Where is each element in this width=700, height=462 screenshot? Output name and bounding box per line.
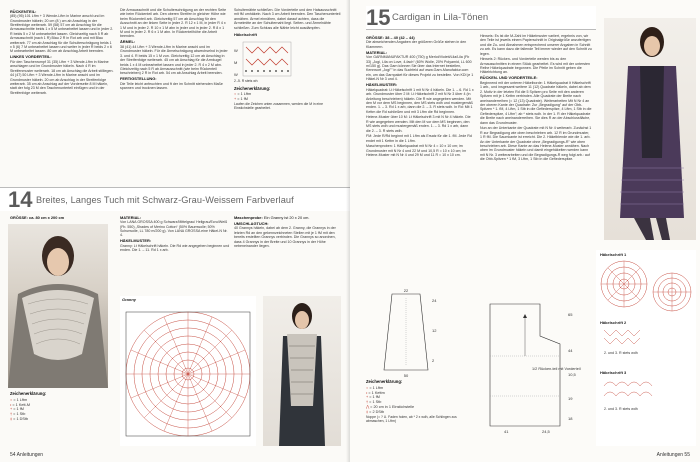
legend-left-top xyxy=(234,87,342,111)
heading-aermel: ÄRMEL: xyxy=(120,39,136,45)
heading-material: MATERIAL: xyxy=(120,214,142,220)
folio-left: 54 Anleitungen xyxy=(10,452,44,458)
groesse-block xyxy=(10,214,110,224)
shawl-model-illustration xyxy=(8,224,108,388)
schema-note: 1/2 Rücken-teil mit Vorderteil xyxy=(532,367,581,371)
heading-haekelmuster: HÄKELMUSTER: xyxy=(120,238,152,244)
photo-cardigan-model xyxy=(604,18,696,240)
chart-note: 2.-5. R stets wh xyxy=(234,79,258,84)
section-title: Breites, Langes Tuch mit Schwarz-Grau-Weissem Farbverlauf xyxy=(36,194,294,205)
schema-num: 22 xyxy=(403,288,409,293)
left-col-1 xyxy=(10,8,114,186)
left-col-2 xyxy=(120,8,228,186)
text-umschlagtuch: 40 Grannys häkeln, dabei ab dem 2. Granny, die Grannys in der letzten Rd an den gekennzeichneten Stellen mit je 1 fM mit den bereits erstellten Grannys verbinden. Die Grannys so anordnen, dass 4 Grannys in der Breite und 10 Grannys in der Höhe nebeneinander liegen. xyxy=(234,226,336,248)
scarf-model-illustration xyxy=(263,296,341,446)
schema-num: 12 xyxy=(432,328,437,333)
right-page xyxy=(350,0,700,462)
heading-maschenprobe: Maschenprobe: Ein Granny ist 20 x 20 cm. xyxy=(234,214,310,220)
schema-num: 2 xyxy=(432,358,435,363)
legend-item: ○ = 1 Lftm xyxy=(234,92,252,97)
schema-num: 24,5 xyxy=(542,429,550,434)
photo-shawl-model xyxy=(8,224,108,388)
stitch-charts-15 xyxy=(596,250,696,446)
section-number: 14 xyxy=(8,186,33,212)
heading-ruecken-vorderteile: RÜCKEN- UND VORDERTEILE: xyxy=(480,75,538,81)
photo-scarf-model xyxy=(263,296,341,446)
text-linkes-vorderteil: Für den Taschenrumpf 31 (35) Lftm + 3 Wende-Lftm in Marine anschlagen und im Grundmuster häkeln. Nach 4 R im Streifenmuster weiterarb. 18 cm ab Anschlag die Arbeit stilllegen. 44 (47) 50 Lftm + 3 Wende-Lftm in Marine anschl und im Grundmuster häkeln. 20 cm ab Anschlag in der Streifenfolge weiterarb. 35 cm ab Anschlag auf der Vorderseite 8 M häkeln, statt der folg 23 M den Taschenunterteil einfügen und in der Streifenfolge weiterarb. xyxy=(10,60,114,95)
legend-left-bottom xyxy=(10,392,110,422)
schema-num: 10,5 xyxy=(568,372,576,377)
chart3-note: 2. und 3. R stets wdh xyxy=(604,407,638,411)
text-material: Von LANA GROSSA 400 g Schwarz/Mittelgrau/ Hellgrau/Ecru/Weiß (Fb. 550) „Shades of Merino Cotton“ (50% Baumwolle; 50% Schurwolle, LL 780 m/200 g). Von LANA GROSSA eine Häkel-N Nr. 4. xyxy=(120,220,228,238)
text-hinweis-1: Hinweis: Es ist die M-Zahl im Häkelmuster variiert, ergebnis von, wir den Teile ist jeweils einem Papierschnitt in Originalgröße anzufertigen und die Zu- und Abnahmen entsprechend unserer Angaben in Schnitt zu arb. Es kann dazu die fallende Teil immer wieder auf den Schnitt zu legen. xyxy=(480,34,592,56)
heading-haekelmuster-15: HÄKELMUSTER: xyxy=(366,82,398,88)
text-fertigstellung: Die Teile leicht anfeuchten und ft der im Schnitt stehenden Maße spannen und trocknen lassen. xyxy=(120,82,223,91)
text-haekelmuster-15: Häkelquadrat: Lt Häkelschrift 1 mit N Nr 4 häkeln. Die 1. – 6. Rd 1 x arb. Grundmuster über 2 M: Lt Häkelschrift 2 mit N Nr 3 über 4 (in Anleitung beschrieben) häkeln. Die R wie angegeben wenden. Mit den M vor dem MS beginnen, den MS stets wdh und mustergemäß enden. 1. – 3. Rd 1 x arb, dann die 2. – 3. R stets wdh. In Rd: Mit 1 Kettm die Rd schließen und mit 3 Lftm die Rd beginnen. xyxy=(366,87,474,114)
text-aermel: 38 (41) 44 Lftm + 3 Wende-Lftm in Marine anschl und im Grundmuster häkeln. Für die Ärmelschrägung abwechselnd in jeder 3. und 4. R beids 15 x 1 M zun. Gleichzeitig 12 cm ab Anschlag in der Streifenfolge weiterarb. 45 cm ab Anschlag für die Armkugel beids 1 x 4 M unbearbeitet lassen und in jeder 2. R 4 x 2 M abn. Gleichzeitig nach 5 R ab Armausschnitt (wie beim Rückenteil beschrieben) 2 R in Rot arb. 54 cm ab Anschlag Arbeit beenden. xyxy=(120,45,228,76)
text-armausschnitt: Die Armausschnitt und die Schulterschrägung an der rechten Seite wie beim Rückenteil arb. Den oberen Streifen in gleicher Höhe wie beim Rückenteil arb. Gleichzeitig 57 cm ab Anschlag für den Ausschnitt an der linken Seite in jeder 2. R 12 x 1 M, in jeder R 4 x 1 M und in jeder 2. R 10 x 1 M abn in jeder und in jeder 2. R 8 x 1 M und in jeder 2. R 6 x 1 M abn. In Rückenteilhöhe die Arbeit beenden. xyxy=(120,8,227,39)
schema-num: 18 xyxy=(568,416,573,421)
section-title: Cardigan in Lila-Tönen xyxy=(392,12,489,23)
section-banner-14 xyxy=(0,187,350,211)
legend-title: Zeichenerklärung: xyxy=(366,379,403,384)
chart-title-haekelschrift: Häkelschrift xyxy=(234,32,257,38)
heading-material-15: MATERIAL: xyxy=(366,49,388,55)
cardigan-model-illustration xyxy=(604,18,696,240)
legend-title: Zeichenerklärung: xyxy=(234,85,271,91)
schema-sleeve xyxy=(366,288,446,378)
legend-item: • = 1 Kett-M xyxy=(10,402,31,407)
chart1-label: Häkelschrift 1 xyxy=(600,252,627,257)
stitch-charts-15-svg xyxy=(596,250,696,446)
schema-num: 50 xyxy=(403,373,409,378)
right-col-1 xyxy=(366,34,474,284)
text-unterkante: Nun an der Unterkante der Quadrate mit N Nr 4 weiterarb. Zunächst 1 R zur Begradigung wie oben beschrieben arb. 12 R im Grundmuster, 1 R fM. Die Saumkante ist erreicht. Die 2. Häkelblende wie die 1. arb. An der Unterkante der Quadrate ohne „Begradigungs-R" wie oben beschrieben arb. Diese Kante an das Helene-Muster annähen. Nach oben im Grundmuster häkeln und damit eingehäkelten werden kann mit N Nr. 3 weiterarbeiten und die Begradigungs-R weg folgt arb.: auf die Obb-Spitzen * 1 fM, 3 Lftm, 1 Stb in die Gefiederspitze. xyxy=(480,126,592,162)
schema-sleeve-svg xyxy=(366,288,446,378)
heading-linkes-vorderteil: LINKES VORDERTEIL: xyxy=(10,54,52,60)
text-ruecken-vorderteile: Beginnend mit der unteren Häkelborde: 1 Häkelquadrat lt Häkelschrift 1 arb., und insgesamt weitere 11 (12) Quadrate häkeln, dabei ab dem 2. Motiv in der letzten Rd die 5 Spitzen pro Seite mit den anderen Spitzen mit je 1 Kettm verbinden. Alle Quadrate der Breite nach aneinanderreihen (= 12 (13) Quadrate). Weiterarbeiten Mit N Nr 4 an der oberen Kante der Quadrate: Zur „Begradigung" auf der Obb-Spitzen * 1. fM, 4 Lftm, 1 Stb in die Gefiederspitze, 4 Lftm, 1 Stb in die Gefiederspitze, 4 Lftm"; ab * stets wdh. In der 1. R der Häkelquadrate die Breite nach aneinanderreihen. Sie dies R an der Abschlussfläche, dann das Grundmuster. xyxy=(480,81,592,125)
legend-item: + = 1 fM xyxy=(10,407,24,412)
legend-title: Zeichenerklärung: xyxy=(10,391,47,396)
legend-item: ‡ = 2 DStb xyxy=(366,409,385,414)
heading-groesse-15: GRÖSSE: 38 – 40 (42 – 44) xyxy=(366,34,415,40)
section-number: 15 xyxy=(366,4,391,30)
chart2-label: Häkelschrift 2 xyxy=(600,320,627,325)
legend-item: ○ = 1 Lftm xyxy=(366,385,384,390)
legend-item: ○ = 1 Lftm xyxy=(10,397,28,402)
schema-body xyxy=(480,296,592,436)
text-haekelmuster: Granny: Lt Häkelschrift häkeln. Die Rd wie angegeben beginnen und enden. Die 1. – 11. Rd 1 x arb. xyxy=(120,244,230,253)
legend-note: Noppe (= ? U. Faden holen, ab * 2 x wdh, alle Schlingen zus abmaschen, 1 Lftm) xyxy=(366,414,457,423)
schema-num: 65 xyxy=(568,312,573,317)
legend-item: • = 1 Kettm xyxy=(366,390,385,395)
heading-rueckenteil: RÜCKENTEIL: xyxy=(10,8,37,14)
left-col-3 xyxy=(234,8,342,186)
heading-groesse: GRÖSSE: ca. 80 cm x 200 cm xyxy=(10,214,65,220)
text-maschenproben: Maschenproben: 1 Häkelquadrat mit N Nr 4 = 10 x 10 cm; im Grundmuster mit N Nr 4 und 22 M und 10,5 R = 10 x 10 cm; im Helene-Muster mit N Nr 4 und 29 M und 11 R = 10 x 10 cm. xyxy=(366,144,467,158)
granny-chart-svg xyxy=(120,296,256,446)
schema-num: 19 xyxy=(568,396,573,401)
heading-umschlagtuch: UMSCHLAGTUCH: xyxy=(234,220,269,226)
legend-note: Laufen die Zeichen unten zusammen, werden die M in eine Einstichstelle gearbeitet. xyxy=(234,102,323,111)
section-banner-15 xyxy=(366,6,596,30)
text-schulternaehte: Schulternähte schließen. Die Vorderteile und den Halsausschnitt mit fM umhäkeln. Nach 3 cm Arbeit beenden. Den Taschenunterteil annähen. Ärmel einnähen, dabei darauf achten, dass die Ärmelmitte an der Schulternaht liegt. Seiten- und Ärmelnähte schließen. Zum Schluss alle Nähte leicht ausdämpfen. xyxy=(234,8,341,30)
right-col-2 xyxy=(480,34,592,292)
schema-num: 44 xyxy=(568,348,573,353)
schema-num: 41 xyxy=(504,429,509,434)
material-block xyxy=(120,214,230,294)
granny-chart xyxy=(120,296,256,446)
legend-right xyxy=(366,380,474,423)
stitch-chart-svg xyxy=(234,39,304,79)
chart3-label: Häkelschrift 3 xyxy=(600,370,627,375)
text-helene-muster: Helene-Muster über 10 M: Lt Häkelschrift 3 mit N Nr 4 häkeln. Die R wie angegeben wenden. Mit den M vor dem MS beginnen, den MS stets wdh und mustergemäß enden. 1. – 3. Rd 1 x arb, dann die 2. – 3. R stets wdh. xyxy=(366,115,471,133)
chart-row-labels: W M W xyxy=(234,48,238,78)
text-fm: FM: Jede R/Rd beginnt mit 1 Lftm als Ersatz für die 1. fM. Jede Rd endet mit 1 Kettm in die 1 Lftm. xyxy=(366,134,472,143)
legend-item: + = 1 fM xyxy=(234,97,248,102)
heading-fertigstellung: FERTIGSTELLUNG: xyxy=(120,76,157,82)
legend-item: † = 1 Stb xyxy=(10,412,26,417)
stitch-chart-small xyxy=(234,39,304,79)
text-groesse-15: Die abweichenden Angaben der größeren Größe stehen in den Klammern. xyxy=(366,40,467,49)
legend-item: † = 1 Stb xyxy=(366,400,382,405)
chart2-note: 2. und 3. R stets wdh xyxy=(604,351,638,355)
text-material-15: Von GARNMANUFAKTUR 400 (750) g Merlot/Violett/Lila/Lila (Fb 33) „Jogi, Lila on Love, 4-fach“ (60% Wolle, 20% Polyamid, LL 600 m/150 g). Das Garn können Sie über das Internet bestellen, Kennwort „Jogi"" in das Suchfeld auf www.Garn-Manufaktur.com ein, um das Garnpaket für dieses Projekt zu bestellen. Von KDI je 1 Häkel-N Nr 3 und 4. xyxy=(366,55,474,82)
text-rueckenteil: (85) (95) 101 Lftm + 3 Wende-Lftm in Marine anschl und im Grundmuster häkeln; 20 cm (8 ) cm ab Anschlag in der Streifenfolge weiterarb. 59 (58) 57 cm ab Anschlag für die Armausschnitte beids 1 x 5 M unbearbeitet lassen und in jeder 2. R beids 5 x 2 M unbearbeitet lassen. Gleichzeitig nach 5 R ab Armausschnitt (nach 1 R) Blau 2 R in Rot arb und mit Blau weiterarb. 77 cm ab Anschlag für die Schulterschrägung beids 1 x 5 (6) 7 M unbearbeitet lassen und weiter in jeder R beids 2 x 6 M unbearbeitet lassen. 80 cm ab Anschlag Arbeit beenden. xyxy=(10,14,114,54)
legend-item: ⋀ = 20 cm in 1 Einstichstelle xyxy=(366,404,415,409)
schema-num: 24 xyxy=(432,298,437,303)
granny-chart-label: Granny xyxy=(122,297,137,302)
text-hinweis-2: Hinweis 2: Rücken- und Vorderteile werden bis zu den Armausschnitten in einem Stück gearbeitet. Es wird mit der untersten Reihe Häkelquadrate begonnen. Die Pfeile im Schnitt geben die Häkelrichtung an. xyxy=(480,57,591,75)
schema-body-svg xyxy=(480,296,592,436)
legend-item: ‡ = 1 DStb xyxy=(10,416,29,421)
maschenprobe-block xyxy=(234,214,344,294)
legend-item: + = 1 fM xyxy=(366,395,380,400)
folio-right: Anleitungen 55 xyxy=(656,452,690,458)
